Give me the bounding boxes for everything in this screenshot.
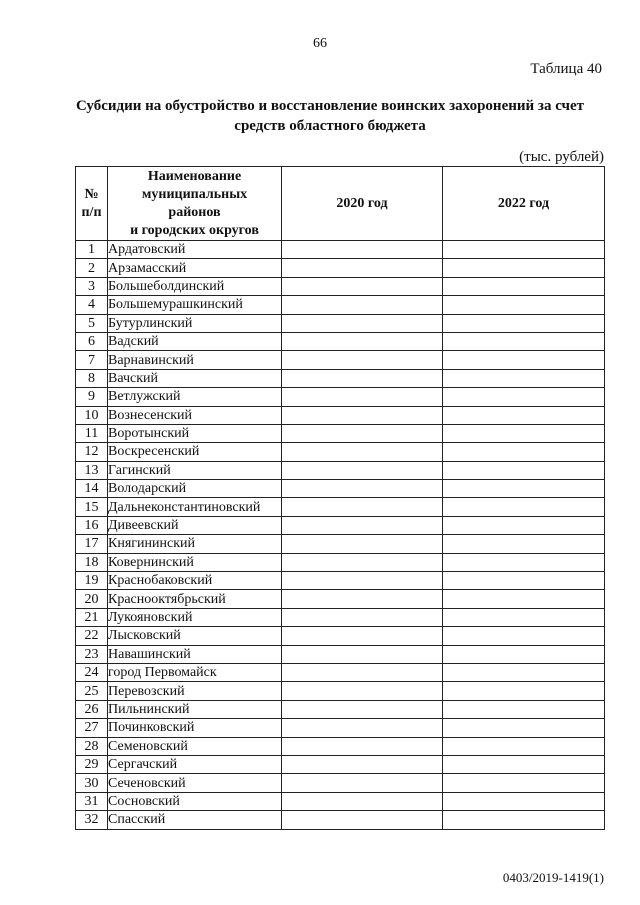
table-row bbox=[76, 388, 605, 406]
row-value-2022 bbox=[443, 296, 605, 314]
row-value-2022 bbox=[443, 369, 605, 387]
row-value-2020 bbox=[282, 277, 443, 295]
table-row bbox=[76, 627, 605, 645]
table-row bbox=[76, 645, 605, 663]
row-number: 30 bbox=[76, 774, 108, 792]
row-value-2022 bbox=[443, 737, 605, 755]
row-municipality-name: город Первомайск bbox=[108, 663, 282, 681]
row-number: 11 bbox=[76, 424, 108, 442]
row-municipality-name: Пильнинский bbox=[108, 700, 282, 718]
row-number: 26 bbox=[76, 700, 108, 718]
row-value-2020 bbox=[282, 388, 443, 406]
row-value-2020 bbox=[282, 627, 443, 645]
row-municipality-name: Семеновский bbox=[108, 737, 282, 755]
table-row bbox=[76, 406, 605, 424]
row-value-2020 bbox=[282, 424, 443, 442]
row-municipality-name: Варнавинский bbox=[108, 351, 282, 369]
row-municipality-name: Вачский bbox=[108, 369, 282, 387]
table-row bbox=[76, 314, 605, 332]
row-value-2022 bbox=[443, 811, 605, 829]
row-number: 22 bbox=[76, 627, 108, 645]
row-value-2022 bbox=[443, 461, 605, 479]
row-municipality-name: Княгининский bbox=[108, 535, 282, 553]
row-value-2022 bbox=[443, 663, 605, 681]
table-row bbox=[76, 663, 605, 681]
row-municipality-name: Воскресенский bbox=[108, 443, 282, 461]
row-value-2022 bbox=[443, 700, 605, 718]
row-value-2020 bbox=[282, 572, 443, 590]
row-municipality-name: Сосновский bbox=[108, 792, 282, 810]
table-row bbox=[76, 755, 605, 773]
row-number: 2 bbox=[76, 259, 108, 277]
row-value-2022 bbox=[443, 755, 605, 773]
table-row bbox=[76, 608, 605, 626]
row-value-2020 bbox=[282, 332, 443, 350]
row-value-2022 bbox=[443, 535, 605, 553]
table-row bbox=[76, 461, 605, 479]
row-value-2022 bbox=[443, 332, 605, 350]
row-number: 3 bbox=[76, 277, 108, 295]
row-value-2020 bbox=[282, 553, 443, 571]
header-municipality-line4: и городских округов bbox=[130, 222, 259, 238]
table-row bbox=[76, 332, 605, 350]
row-municipality-name: Краснобаковский bbox=[108, 572, 282, 590]
row-municipality-name: Ардатовский bbox=[108, 241, 282, 259]
page-number: 66 bbox=[313, 36, 327, 51]
row-municipality-name: Большеболдинский bbox=[108, 277, 282, 295]
row-municipality-name: Володарский bbox=[108, 480, 282, 498]
table-row bbox=[76, 259, 605, 277]
header-municipality bbox=[108, 167, 282, 241]
table-row bbox=[76, 792, 605, 810]
row-number: 4 bbox=[76, 296, 108, 314]
row-number: 25 bbox=[76, 682, 108, 700]
table-header-row bbox=[76, 167, 605, 241]
row-value-2020 bbox=[282, 351, 443, 369]
row-number: 16 bbox=[76, 516, 108, 534]
row-value-2022 bbox=[443, 498, 605, 516]
row-value-2020 bbox=[282, 663, 443, 681]
row-number: 17 bbox=[76, 535, 108, 553]
table-row bbox=[76, 296, 605, 314]
header-year-2020: 2020 год bbox=[282, 167, 443, 241]
row-value-2022 bbox=[443, 314, 605, 332]
row-municipality-name: Сергачский bbox=[108, 755, 282, 773]
row-municipality-name: Большемурашкинский bbox=[108, 296, 282, 314]
row-value-2020 bbox=[282, 259, 443, 277]
row-municipality-name: Ковернинский bbox=[108, 553, 282, 571]
table-row bbox=[76, 369, 605, 387]
row-value-2020 bbox=[282, 406, 443, 424]
row-value-2022 bbox=[443, 792, 605, 810]
row-municipality-name: Ветлужский bbox=[108, 388, 282, 406]
row-municipality-name: Лысковский bbox=[108, 627, 282, 645]
row-value-2020 bbox=[282, 608, 443, 626]
row-municipality-name: Гагинский bbox=[108, 461, 282, 479]
row-value-2022 bbox=[443, 645, 605, 663]
table-row bbox=[76, 516, 605, 534]
row-number: 10 bbox=[76, 406, 108, 424]
header-municipality-line3: районов bbox=[168, 204, 221, 220]
row-number: 28 bbox=[76, 737, 108, 755]
row-number: 6 bbox=[76, 332, 108, 350]
row-value-2020 bbox=[282, 314, 443, 332]
row-value-2020 bbox=[282, 480, 443, 498]
row-municipality-name: Вадский bbox=[108, 332, 282, 350]
row-value-2020 bbox=[282, 296, 443, 314]
header-municipality-line1: Наименование bbox=[147, 168, 242, 184]
row-municipality-name: Починковский bbox=[108, 719, 282, 737]
table-row bbox=[76, 737, 605, 755]
header-year-2022: 2022 год bbox=[443, 167, 605, 241]
row-value-2022 bbox=[443, 388, 605, 406]
row-value-2020 bbox=[282, 737, 443, 755]
row-number: 13 bbox=[76, 461, 108, 479]
row-value-2020 bbox=[282, 498, 443, 516]
row-number: 31 bbox=[76, 792, 108, 810]
row-value-2020 bbox=[282, 645, 443, 663]
row-number: 7 bbox=[76, 351, 108, 369]
row-value-2020 bbox=[282, 719, 443, 737]
row-number: 20 bbox=[76, 590, 108, 608]
row-value-2022 bbox=[443, 774, 605, 792]
row-municipality-name: Навашинский bbox=[108, 645, 282, 663]
row-number: 32 bbox=[76, 811, 108, 829]
row-value-2020 bbox=[282, 792, 443, 810]
row-value-2020 bbox=[282, 241, 443, 259]
row-value-2022 bbox=[443, 553, 605, 571]
row-value-2022 bbox=[443, 572, 605, 590]
row-value-2022 bbox=[443, 443, 605, 461]
row-value-2020 bbox=[282, 700, 443, 718]
header-number-line2: п/п bbox=[81, 204, 102, 220]
row-value-2022 bbox=[443, 277, 605, 295]
table-row bbox=[76, 700, 605, 718]
table-row bbox=[76, 351, 605, 369]
row-municipality-name: Арзамасский bbox=[108, 259, 282, 277]
row-value-2020 bbox=[282, 682, 443, 700]
row-number: 9 bbox=[76, 388, 108, 406]
row-municipality-name: Перевозский bbox=[108, 682, 282, 700]
table-row bbox=[76, 535, 605, 553]
table-row bbox=[76, 443, 605, 461]
header-municipality-line2: муниципальных bbox=[141, 186, 248, 202]
document-title: Субсидии на обустройство и восстановление воинских захоронений за счет средств областного бюджета bbox=[75, 98, 585, 134]
row-value-2022 bbox=[443, 516, 605, 534]
table-row bbox=[76, 553, 605, 571]
row-municipality-name: Краснооктябрьский bbox=[108, 590, 282, 608]
row-value-2022 bbox=[443, 351, 605, 369]
row-municipality-name: Дивеевский bbox=[108, 516, 282, 534]
row-value-2020 bbox=[282, 461, 443, 479]
row-value-2022 bbox=[443, 608, 605, 626]
row-value-2020 bbox=[282, 774, 443, 792]
row-value-2022 bbox=[443, 480, 605, 498]
row-number: 1 bbox=[76, 241, 108, 259]
table-label: Таблица 40 bbox=[530, 61, 602, 77]
row-municipality-name: Лукояновский bbox=[108, 608, 282, 626]
row-municipality-name: Воротынский bbox=[108, 424, 282, 442]
row-number: 24 bbox=[76, 663, 108, 681]
row-number: 27 bbox=[76, 719, 108, 737]
table-row bbox=[76, 241, 605, 259]
row-value-2020 bbox=[282, 369, 443, 387]
row-number: 5 bbox=[76, 314, 108, 332]
row-value-2022 bbox=[443, 719, 605, 737]
row-municipality-name: Дальнеконстантиновский bbox=[108, 498, 282, 516]
document-code: 0403/2019-1419(1) bbox=[502, 870, 604, 885]
row-value-2022 bbox=[443, 406, 605, 424]
row-value-2020 bbox=[282, 811, 443, 829]
table-row bbox=[76, 498, 605, 516]
table-row bbox=[76, 719, 605, 737]
table-row bbox=[76, 682, 605, 700]
row-value-2022 bbox=[443, 682, 605, 700]
row-number: 18 bbox=[76, 553, 108, 571]
table-row bbox=[76, 811, 605, 829]
table-row bbox=[76, 590, 605, 608]
row-number: 21 bbox=[76, 608, 108, 626]
table-row bbox=[76, 424, 605, 442]
table-row bbox=[76, 277, 605, 295]
row-number: 15 bbox=[76, 498, 108, 516]
header-number-line1: № bbox=[84, 186, 99, 202]
row-value-2020 bbox=[282, 535, 443, 553]
row-municipality-name: Вознесенский bbox=[108, 406, 282, 424]
row-value-2022 bbox=[443, 424, 605, 442]
row-number: 14 bbox=[76, 480, 108, 498]
units-label: (тыс. рублей) bbox=[519, 149, 604, 165]
table-row bbox=[76, 774, 605, 792]
row-number: 8 bbox=[76, 369, 108, 387]
row-number: 19 bbox=[76, 572, 108, 590]
row-value-2022 bbox=[443, 259, 605, 277]
row-municipality-name: Бутурлинский bbox=[108, 314, 282, 332]
table-row bbox=[76, 572, 605, 590]
row-value-2020 bbox=[282, 755, 443, 773]
row-value-2020 bbox=[282, 590, 443, 608]
row-number: 23 bbox=[76, 645, 108, 663]
table-body bbox=[76, 241, 605, 830]
row-value-2020 bbox=[282, 443, 443, 461]
row-value-2022 bbox=[443, 627, 605, 645]
row-municipality-name: Спасский bbox=[108, 811, 282, 829]
subsidies-table bbox=[75, 166, 605, 830]
row-value-2022 bbox=[443, 241, 605, 259]
row-number: 29 bbox=[76, 755, 108, 773]
row-value-2020 bbox=[282, 516, 443, 534]
row-number: 12 bbox=[76, 443, 108, 461]
row-municipality-name: Сеченовский bbox=[108, 774, 282, 792]
header-number bbox=[76, 167, 108, 241]
table-row bbox=[76, 480, 605, 498]
row-value-2022 bbox=[443, 590, 605, 608]
